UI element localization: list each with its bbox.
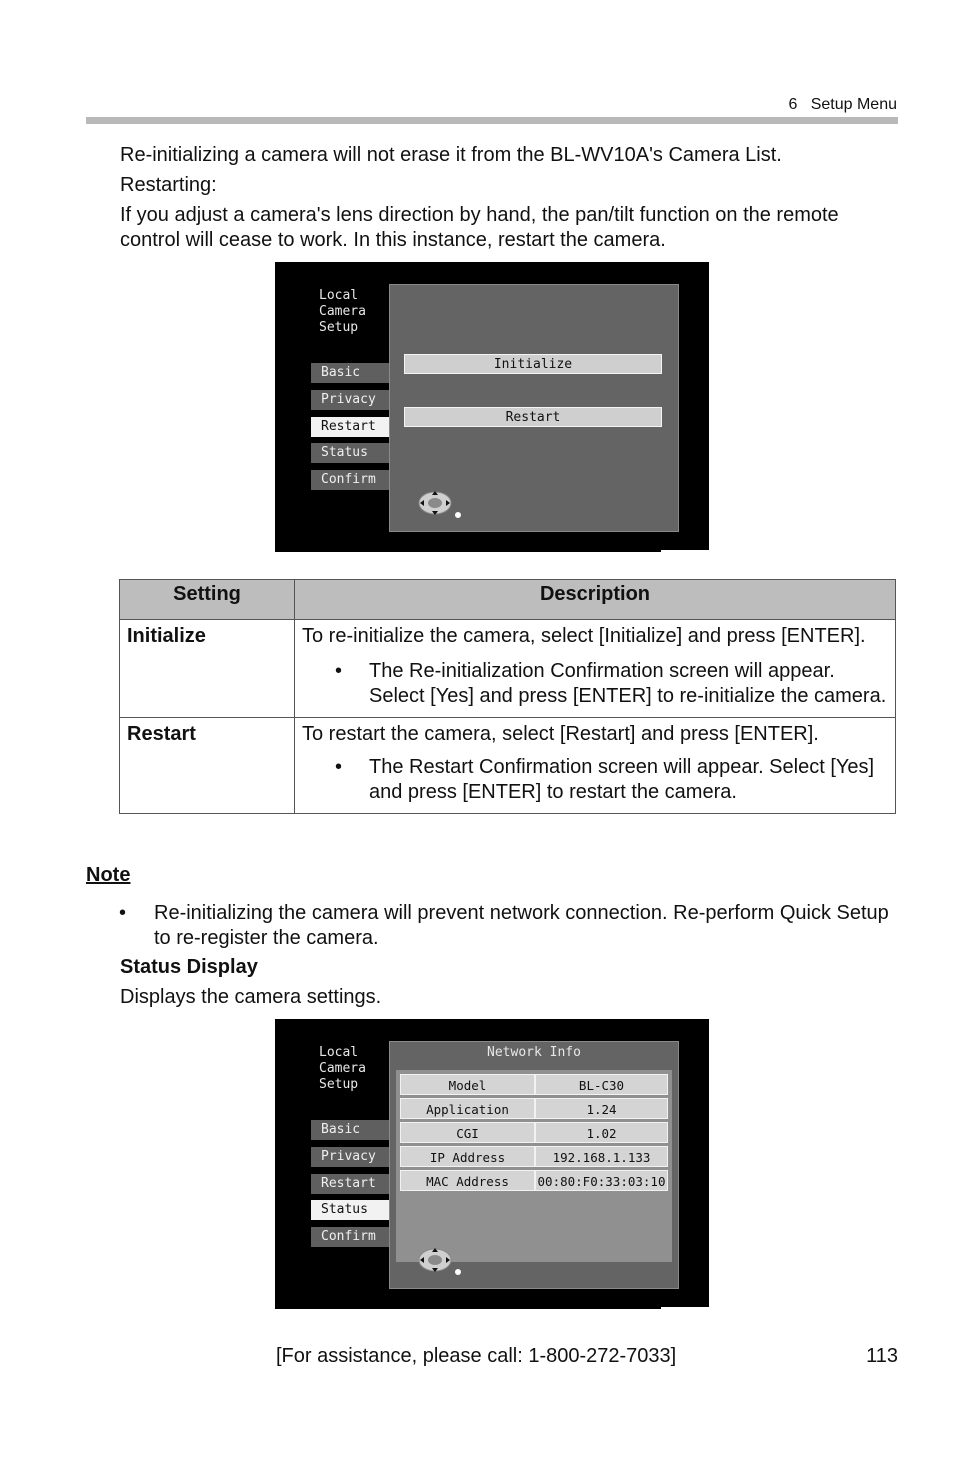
osd-title: Local Camera Setup bbox=[319, 288, 366, 335]
description-bullet bbox=[302, 659, 888, 709]
page-number: 113 bbox=[866, 1345, 898, 1367]
network-info-title: Network Info bbox=[487, 1045, 581, 1060]
info-value: 192.168.1.133 bbox=[535, 1146, 668, 1167]
status-display-text: Displays the camera settings. bbox=[120, 986, 382, 1008]
settings-table bbox=[119, 579, 896, 814]
table-row bbox=[400, 1122, 668, 1143]
intro-line: Re-initializing a camera will not erase it from the BL-WV10A's Camera List. bbox=[120, 144, 782, 166]
status-display-heading: Status Display bbox=[120, 956, 258, 978]
osd-corner-mark bbox=[661, 1307, 709, 1309]
description-text: To restart the camera, select [Restart] and press [ENTER]. bbox=[302, 723, 819, 745]
bullet-dot: • bbox=[335, 660, 343, 682]
table-header-row bbox=[120, 580, 896, 620]
network-info-table bbox=[396, 1070, 672, 1262]
description-text: To re-initialize the camera, select [Initialize] and press [ENTER]. bbox=[302, 625, 866, 647]
osd-menu-basic[interactable]: Basic bbox=[311, 1120, 389, 1140]
table-row bbox=[120, 718, 896, 814]
osd-menu-privacy[interactable]: Privacy bbox=[311, 1147, 389, 1167]
bullet-text: The Restart Confirmation screen will appear. Select [Yes] and press [ENTER] to restart the camera. bbox=[369, 756, 875, 803]
restart-button[interactable]: Restart bbox=[404, 407, 662, 427]
dpad-icon bbox=[415, 1245, 465, 1279]
restarting-text: If you adjust a camera's lens direction by hand, the pan/tilt function on the remote control will cease to work. In this instance, restart the camera. bbox=[120, 204, 839, 251]
osd-restart-screen bbox=[275, 262, 709, 552]
info-value: 00:80:F0:33:03:10 bbox=[535, 1170, 668, 1191]
table-row bbox=[120, 620, 896, 718]
description-bullet bbox=[302, 755, 888, 805]
info-label: CGI bbox=[400, 1122, 535, 1143]
table-row bbox=[400, 1074, 668, 1095]
info-value: BL-C30 bbox=[535, 1074, 668, 1095]
note-heading: Note bbox=[86, 864, 131, 886]
osd-menu-confirm[interactable]: Confirm bbox=[311, 1227, 389, 1247]
header-description: Description bbox=[295, 580, 896, 620]
setting-name: Initialize bbox=[120, 620, 295, 718]
assistance-footer: [For assistance, please call: 1-800-272-7033] bbox=[276, 1345, 677, 1367]
info-label: MAC Address bbox=[400, 1170, 535, 1191]
section-header: 6 Setup Menu bbox=[788, 96, 897, 113]
osd-menu-restart[interactable]: Restart bbox=[311, 417, 389, 437]
info-label: IP Address bbox=[400, 1146, 535, 1167]
table-row bbox=[400, 1098, 668, 1119]
bullet-text: The Re-initialization Confirmation screen will appear. Select [Yes] and press [ENTER] to re-initialize the camera. bbox=[369, 660, 887, 707]
osd-menu-status[interactable]: Status bbox=[311, 1200, 389, 1220]
table-row bbox=[400, 1170, 668, 1191]
bullet-dot: • bbox=[335, 756, 343, 778]
restarting-label: Restarting: bbox=[120, 174, 217, 196]
osd-status-screen bbox=[275, 1019, 709, 1309]
info-value: 1.24 bbox=[535, 1098, 668, 1119]
osd-menu-status[interactable]: Status bbox=[311, 443, 389, 463]
info-label: Application bbox=[400, 1098, 535, 1119]
setting-description bbox=[295, 718, 896, 814]
osd-title: Local Camera Setup bbox=[319, 1045, 366, 1092]
table-row bbox=[400, 1146, 668, 1167]
setting-description bbox=[295, 620, 896, 718]
info-label: Model bbox=[400, 1074, 535, 1095]
osd-corner-mark bbox=[661, 550, 709, 552]
header-rule bbox=[86, 117, 898, 124]
osd-menu-restart[interactable]: Restart bbox=[311, 1174, 389, 1194]
osd-menu-confirm[interactable]: Confirm bbox=[311, 470, 389, 490]
note-bullet-dot: • bbox=[119, 902, 127, 924]
osd-menu-basic[interactable]: Basic bbox=[311, 363, 389, 383]
initialize-button[interactable]: Initialize bbox=[404, 354, 662, 374]
setting-name: Restart bbox=[120, 718, 295, 814]
osd-menu-privacy[interactable]: Privacy bbox=[311, 390, 389, 410]
header-setting: Setting bbox=[120, 580, 295, 620]
dpad-icon bbox=[415, 488, 465, 522]
note-text: Re-initializing the camera will prevent network connection. Re-perform Quick Setup to re-register the camera. bbox=[154, 902, 889, 949]
info-value: 1.02 bbox=[535, 1122, 668, 1143]
